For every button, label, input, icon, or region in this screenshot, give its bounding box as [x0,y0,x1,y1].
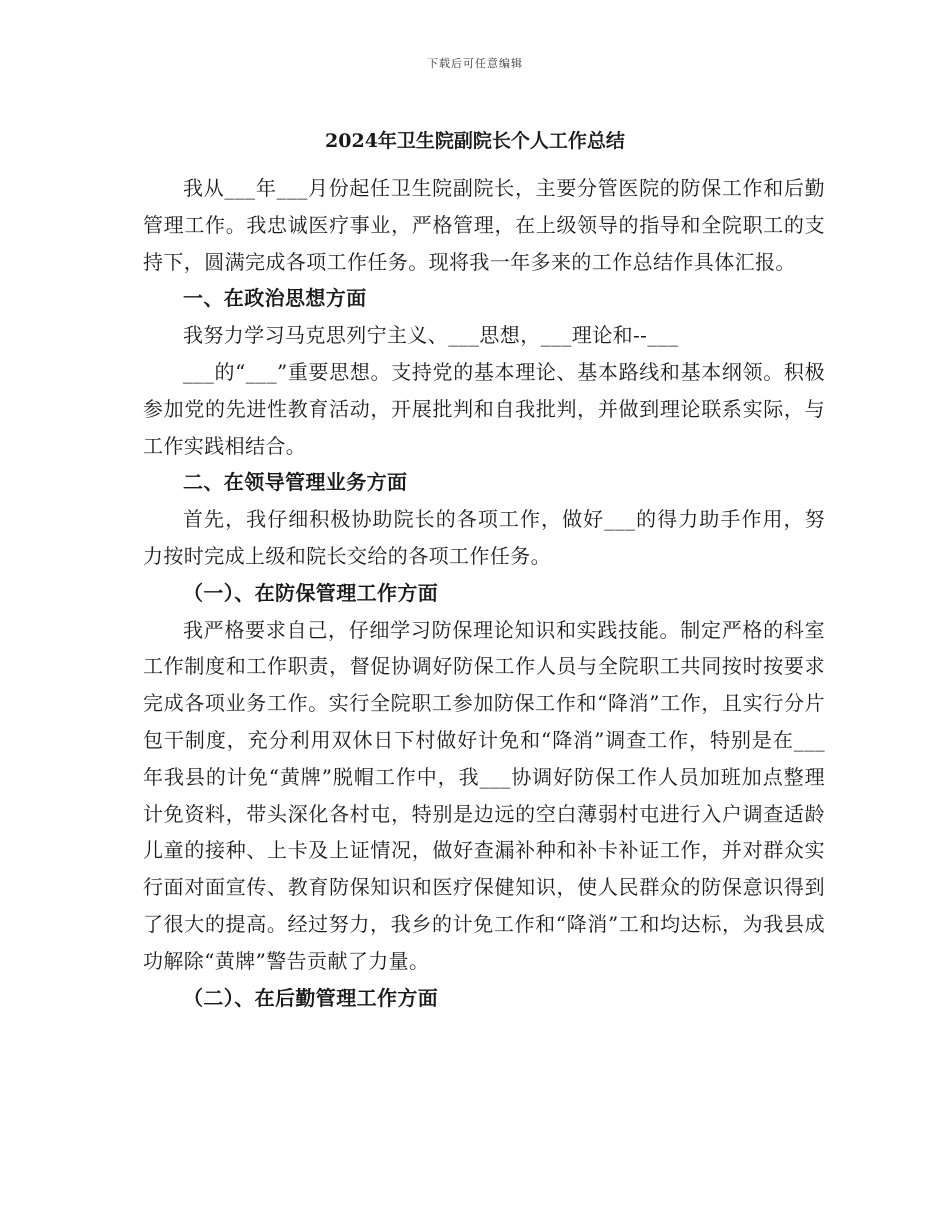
subsection-heading-logistics: （二）、在后勤管理工作方面 [183,985,439,1010]
paragraph-management: 首先，我仔细积极协助院长的各项工作，做好___的得力助手作用，努力按时完成上级和院长交给的各项工作任务。 [143,507,825,568]
document-title: 2024年卫生院副院长个人工作总结 [325,130,625,152]
subsection-heading-prevention: （一）、在防保管理工作方面 [183,580,439,605]
paragraph-political-2: ___的“___”重要思想。支持党的基本理论、基本路线和基本纲领。积极参加党的先进性教育活动，开展批判和自我批判，并做到理论联系实际，与工作实践相结合。 [143,359,825,458]
paragraph-prevention: 我严格要求自己，仔细学习防保理论知识和实践技能。制定严格的科室工作制度和工作职责，督促协调好防保工作人员与全院职工共同按时按要求完成各项业务工作。实行全院职工参加防保工作和“降消”工作，且实行分片包干制度，充分利用双休日下村做好计免和“降消”调查工作，特别是在___年我县的计免“黄牌”脱帽工作中，我___协调好防保工作人员加班加点整理计免资料，带头深化各村屯，特别是边远的空白薄弱村屯进行入户调查适龄儿童的接种、上卡及上证情况，做好查漏补种和补卡补证工作，并对群众实行面对面宣传、教育防保知识和医疗保健知识，使人民群众的防保意识得到了很大的提高。经过努力，我乡的计免工作和“降消”工和均达标，为我县成功解除“黄牌”警告贡献了力量。 [143,617,825,973]
section-heading-political: 一、在政治思想方面 [183,286,367,311]
paragraph-political-1: 我努力学习马克思列宁主义、___思想，___理论和--___ [183,323,679,348]
header-note: 下载后可任意编辑 [427,57,523,70]
document-body [143,170,825,1016]
paragraph-intro: 我从___年___月份起任卫生院副院长，主要分管医院的防保工作和后勤管理工作。我忠诚医疗事业，严格管理，在上级领导的指导和全院职工的支持下，圆满完成各项工作任务。现将我一年多来的工作总结作具体汇报。 [143,176,825,274]
section-heading-management: 二、在领导管理业务方面 [183,470,408,495]
